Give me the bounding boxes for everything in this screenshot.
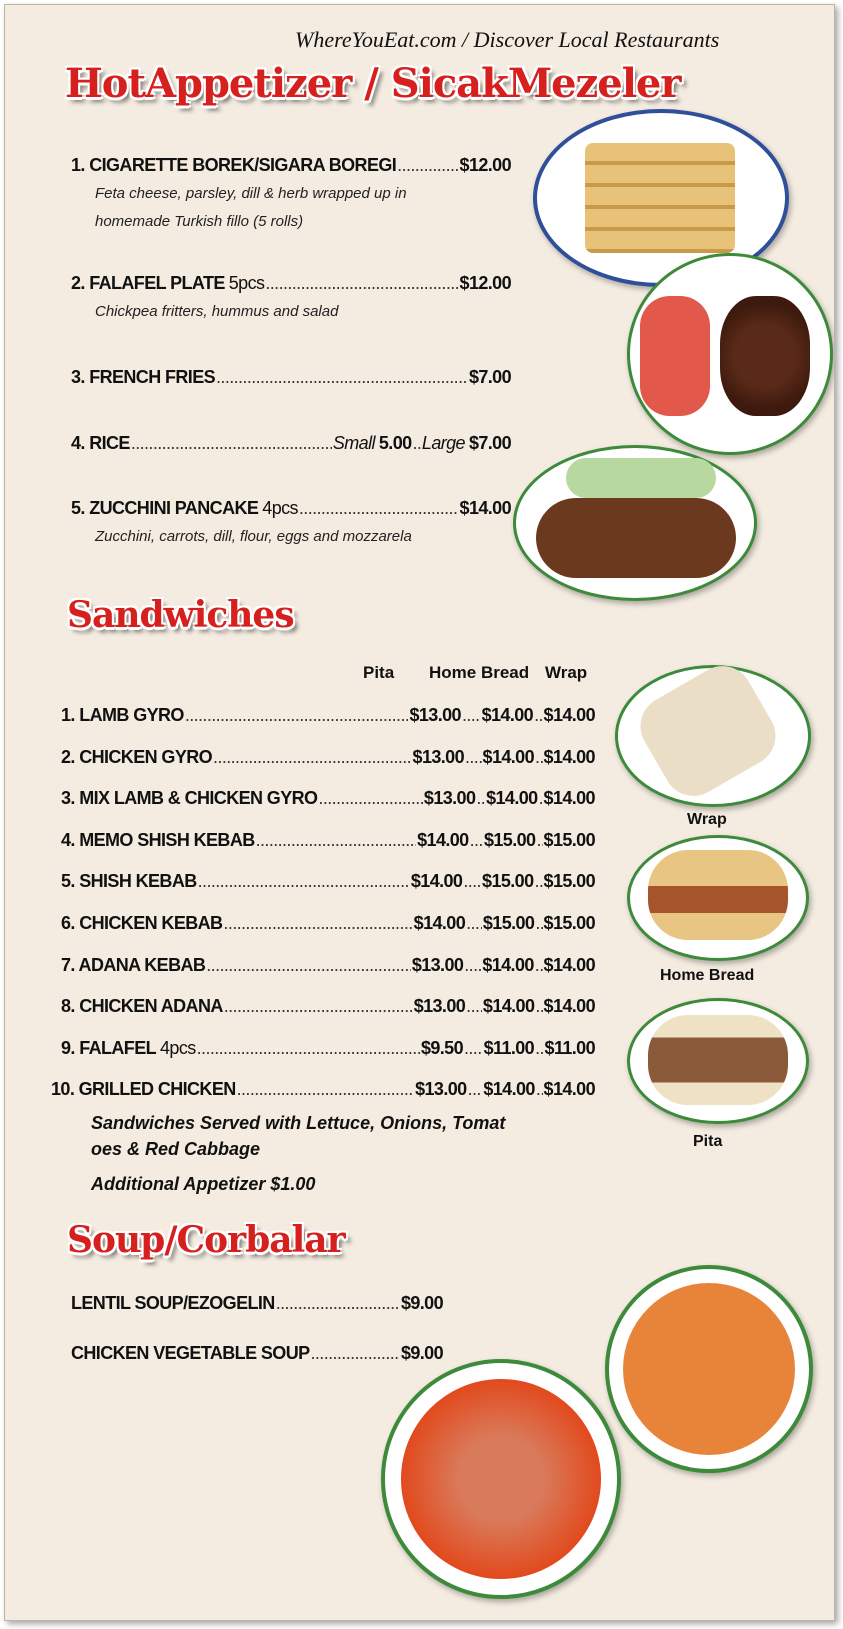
dot-leader [464,955,481,976]
item-name: 2. CHICKEN GYRO [61,746,213,767]
wrap-price: $15.00 [543,871,595,892]
sandwich-row [61,955,595,976]
item-name: 4. RICE [71,433,130,453]
pita-price: $13.00 [415,1079,467,1100]
home-bread-price: $14.00 [483,1079,535,1100]
home-bread-price: $14.00 [482,746,534,767]
sandwich-row [61,747,595,768]
pita-price: $13.00 [411,954,464,975]
item-price: $14.00 [459,498,511,518]
pita-photo [627,998,809,1124]
large-price: $7.00 [468,433,511,453]
item-name: 5. ZUCCHINI PANCAKE [71,498,259,518]
dot-leader [539,788,543,809]
home-bread-price: $15.00 [482,913,535,933]
dot-leader [413,433,421,454]
item-name: 1. CIGARETTE BOREK/SIGARA BOREGI [71,155,397,175]
home-bread-price: $14.00 [481,705,534,725]
pita-price: $13.00 [409,705,461,725]
pita-price: $14.00 [410,871,463,892]
item-price: $7.00 [468,367,511,387]
dot-leader [131,433,332,454]
item-name: 6. CHICKEN KEBAB [61,913,223,933]
dot-leader [224,996,413,1017]
wrap-caption: Wrap [687,811,727,828]
item-name: 9. FALAFEL [61,1037,157,1058]
chicken-vegetable-soup-photo [381,1359,621,1599]
pita-caption: Pita [693,1133,723,1150]
item-price: $12.00 [459,155,511,175]
dot-leader [535,1038,543,1059]
sandwich-note: oes & Red Cabbage [91,1139,261,1159]
dot-leader [465,747,482,768]
dot-leader [476,788,485,809]
home-bread-price: $14.00 [482,996,535,1017]
item-description: Zucchini, carrots, dill, flour, eggs and mozzarela [95,528,412,545]
home-bread-price: $15.00 [482,871,534,892]
appetizers-title: HotAppetizer / SicakMezeler [65,60,681,107]
site-watermark: WhereYouEat.com / Discover Local Restaurants [295,27,720,52]
dot-leader [536,1079,543,1100]
item-name: LENTIL SOUP/EZOGELIN [71,1293,275,1313]
dot-leader [299,498,459,519]
small-label: Small [332,433,375,453]
item-description: Chickpea fritters, hummus and salad [95,303,339,320]
item-description: Feta cheese, parsley, dill & herb wrapped up in [95,185,407,202]
dot-leader [468,1079,483,1100]
soup-title: Soup/Corbalar [67,1219,345,1261]
item-name: 8. CHICKEN ADANA [61,996,223,1017]
appetizer-item [71,498,511,519]
dot-leader [466,996,482,1017]
home-bread-price: $11.00 [483,1037,535,1058]
sandwich-note: Additional Appetizer $1.00 [91,1174,316,1194]
item-name: 4. MEMO SHISH KEBAB [61,829,255,850]
dot-leader [536,830,542,851]
sandwich-row [61,705,595,726]
item-name: CHICKEN VEGETABLE SOUP [71,1343,310,1363]
dot-leader [535,996,542,1017]
pita-price: $14.00 [417,829,469,850]
wrap-price: $14.00 [543,1079,595,1100]
column-header: Wrap [545,663,588,682]
dot-leader [311,1343,400,1364]
sandwich-row [61,1038,595,1059]
sandwich-row [51,1079,595,1100]
item-name: 3. MIX LAMB & CHICKEN GYRO [61,788,318,809]
item-quantity: 5pcs [228,273,265,293]
dot-leader [256,830,417,851]
appetizer-item [71,433,511,454]
sandwiches-title: Sandwiches [67,594,294,636]
dot-leader [470,830,483,851]
dot-leader [466,913,482,934]
wrap-price: $15.00 [543,913,595,933]
pita-price: $13.00 [412,746,464,767]
appetizer-item [71,155,511,176]
item-quantity: 4pcs [262,498,298,518]
home-bread-price: $14.00 [482,954,534,975]
sandwich-row [61,996,595,1017]
dot-leader [464,1038,483,1059]
dot-leader [535,747,543,768]
dot-leader [216,367,468,388]
sandwich-note: Sandwiches Served with Lettuce, Onions, Tomat [91,1113,506,1133]
dot-leader [198,871,410,892]
item-price: $12.00 [459,273,511,293]
lentil-soup-photo [605,1265,813,1473]
dot-leader [463,871,481,892]
dot-leader [534,705,542,726]
wrap-price: $14.00 [543,996,595,1017]
dot-leader [535,913,542,934]
dot-leader [185,705,409,726]
small-price: 5.00 [378,433,412,453]
dot-leader [197,1038,420,1059]
falafel-photo [627,253,833,455]
item-name: 5. SHISH KEBAB [61,871,197,892]
home-bread-price: $15.00 [483,829,536,850]
item-price: $9.00 [400,1293,443,1313]
home-bread-photo [627,835,809,961]
soup-item [71,1293,443,1314]
item-description: homemade Turkish fillo (5 rolls) [95,213,304,230]
sandwich-row [61,788,595,809]
wrap-price: $14.00 [543,954,596,975]
pita-price: $13.00 [423,788,476,809]
item-name: 10. GRILLED CHICKEN [51,1079,236,1100]
column-header: Pita [363,663,395,682]
sandwich-row [61,830,595,851]
dot-leader [535,871,543,892]
wrap-price: $15.00 [543,829,595,850]
item-name: 2. FALAFEL PLATE [71,273,225,293]
appetizer-item [71,367,511,388]
item-price: $9.00 [400,1343,443,1363]
sandwich-row [61,913,595,934]
dot-leader [276,1293,400,1314]
wrap-price: $14.00 [543,746,595,767]
wrap-price: $14.00 [543,705,595,725]
column-header: Home Bread [429,663,530,682]
dot-leader [265,273,458,294]
dot-leader [206,955,411,976]
item-name: 3. FRENCH FRIES [71,367,216,387]
wrap-photo [615,665,811,807]
dot-leader [462,705,481,726]
pita-price: $14.00 [413,913,466,933]
pita-price: $9.50 [420,1037,463,1058]
wrap-price: $11.00 [544,1037,595,1058]
item-name: 1. LAMB GYRO [61,705,184,725]
dot-leader [535,955,543,976]
dot-leader [237,1079,414,1100]
wrap-price: $14.00 [543,788,595,809]
sandwich-row [61,871,595,892]
large-label: Large [421,433,465,453]
item-quantity: 4pcs [160,1037,196,1058]
zucchini-pancake-photo [513,445,757,601]
home-bread-caption: Home Bread [660,967,755,984]
dot-leader [318,788,423,809]
appetizer-item [71,273,511,294]
soup-item [71,1343,443,1364]
pita-price: $13.00 [413,996,466,1017]
dot-leader [213,747,412,768]
item-name: 7. ADANA KEBAB [61,954,206,975]
dot-leader [223,913,412,934]
menu-page [4,4,835,1621]
dot-leader [397,155,458,176]
home-bread-price: $14.00 [486,788,538,809]
